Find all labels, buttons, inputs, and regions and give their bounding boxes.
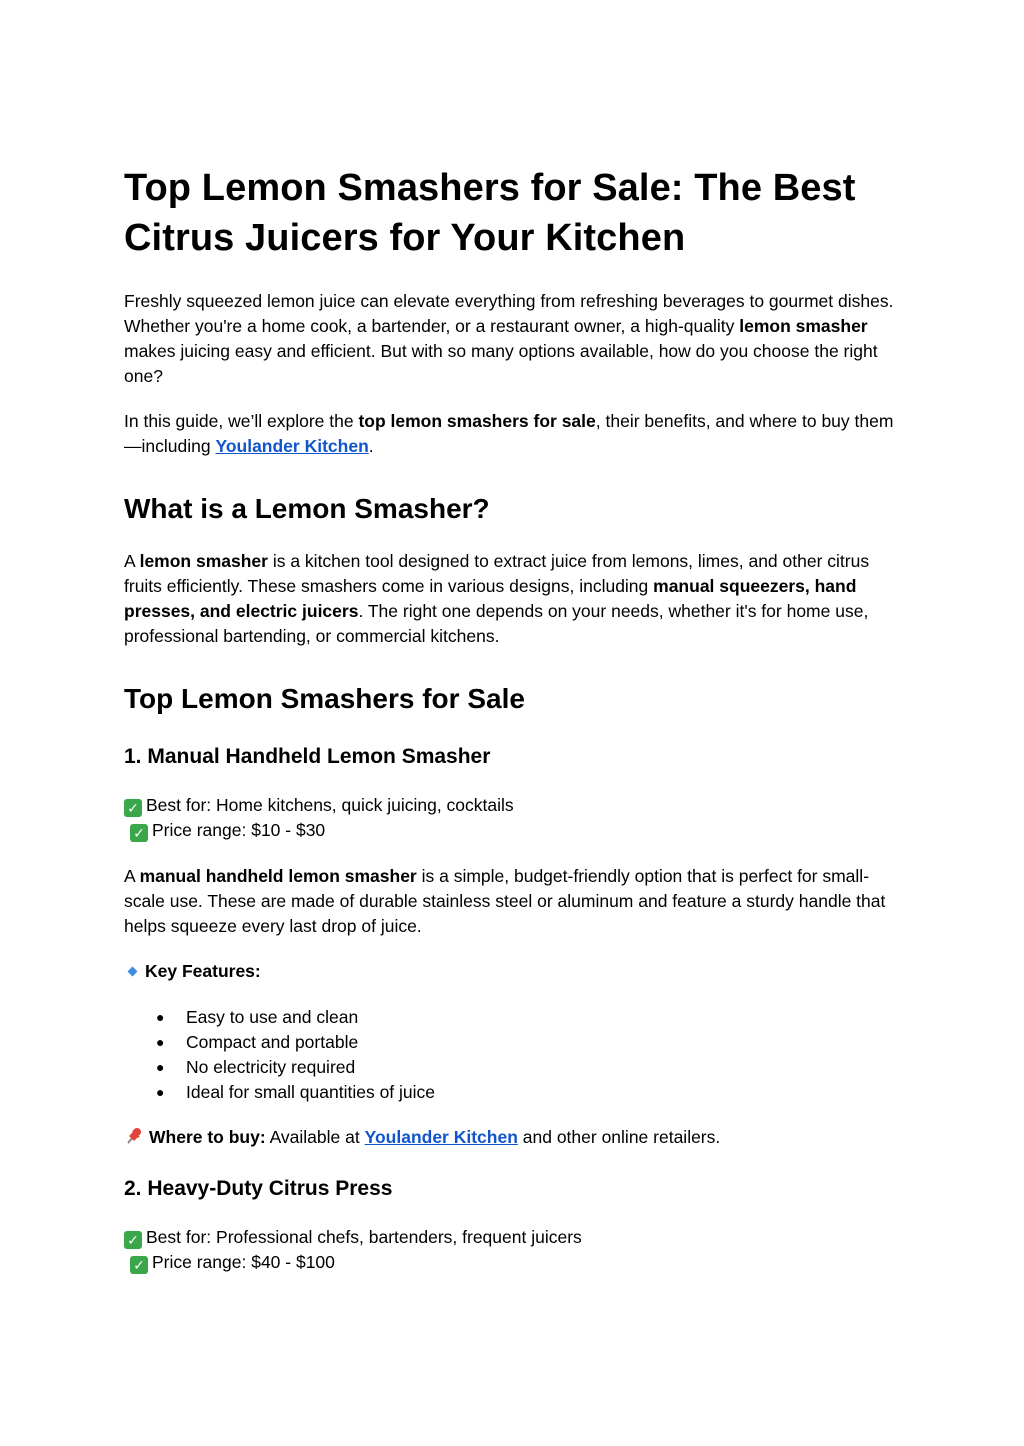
product2-price	[130, 1250, 910, 1275]
check-mark-icon: ✓	[124, 799, 142, 817]
what-is-text-b: is a kitchen tool designed to extract juice from lemons, limes, and other citrus fruits efficiently. These smashers come in various designs, including	[124, 551, 870, 596]
where-to-buy-text: Available at	[265, 1127, 365, 1147]
what-is-text-a: A	[124, 551, 140, 571]
product1-desc-a: A	[124, 866, 140, 886]
list-item: ● Compact and portable	[124, 1030, 435, 1055]
youlander-kitchen-link[interactable]: Youlander Kitchen	[215, 436, 369, 456]
intro-text: Freshly squeezed lemon juice can elevate everything from refreshing beverages to gourmet dishes. Whether you're a home cook, a bartender, or a restaurant owner, a high-quality	[124, 291, 894, 336]
product2-best-for	[124, 1225, 904, 1250]
product1-desc-bold: manual handheld lemon smasher	[139, 866, 417, 886]
features-list	[124, 1005, 435, 1105]
list-item: ● Easy to use and clean	[124, 1005, 435, 1030]
intro-bold-lemon-smasher: lemon smasher	[739, 316, 868, 336]
guide-text: In this guide, we’ll explore the	[124, 411, 359, 431]
product1-heading: 1. Manual Handheld Lemon Smasher	[124, 745, 491, 768]
what-is-heading: What is a Lemon Smasher?	[124, 493, 490, 524]
top-lemon-smashers-heading: Top Lemon Smashers for Sale	[124, 683, 525, 714]
guide-bold: top lemon smashers for sale	[358, 411, 596, 431]
check-mark-icon: ✓	[130, 1256, 148, 1274]
guide-paragraph	[124, 409, 904, 459]
key-features-text: Key Features:	[145, 961, 261, 981]
page-title: Top Lemon Smashers for Sale: The Best Citrus Juicers for Your Kitchen	[124, 167, 856, 259]
intro-paragraph	[124, 289, 904, 389]
product1-price	[130, 818, 910, 843]
where-to-buy	[124, 1125, 904, 1150]
intro-text-end: makes juicing easy and efficient. But with so many options available, how do you choose the right one?	[124, 341, 878, 386]
where-to-buy-label: Where to buy:	[149, 1127, 266, 1147]
product1-price-text: Price range: $10 - $30	[152, 820, 326, 840]
key-features-label	[124, 959, 904, 984]
blue-diamond-icon	[128, 966, 138, 976]
pushpin-icon	[124, 1126, 144, 1146]
product1-best-for	[124, 793, 904, 818]
what-is-text-c: . The right one depends on your needs, whether it's for home use, professional bartending, or commercial kitchens.	[124, 601, 869, 646]
what-is-bold-types: manual squeezers, hand presses, and electric juicers	[124, 576, 857, 621]
product2-best-for-text: Best for: Professional chefs, bartenders, frequent juicers	[146, 1227, 582, 1247]
check-mark-icon: ✓	[130, 824, 148, 842]
list-item: ● Ideal for small quantities of juice	[124, 1080, 435, 1105]
product1-desc-b: is a simple, budget-friendly option that is perfect for small-scale use. These are made of durable stainless steel or aluminum and feature a sturdy handle that helps squeeze every last drop of juice.	[124, 866, 886, 936]
what-is-paragraph	[124, 549, 904, 649]
guide-text-mid: , their benefits, and where to buy them—including	[124, 411, 894, 456]
product2-heading: 2. Heavy-Duty Citrus Press	[124, 1177, 393, 1200]
check-mark-icon: ✓	[124, 1231, 142, 1249]
youlander-kitchen-buy-link[interactable]: Youlander Kitchen	[364, 1127, 518, 1147]
guide-period: .	[368, 436, 374, 456]
product1-best-for-text: Best for: Home kitchens, quick juicing, cocktails	[146, 795, 514, 815]
what-is-bold-lemon-smasher: lemon smasher	[139, 551, 268, 571]
list-item: ● No electricity required	[124, 1055, 435, 1080]
where-to-buy-text-end: and other online retailers.	[517, 1127, 721, 1147]
product2-price-text: Price range: $40 - $100	[152, 1252, 335, 1272]
product1-description	[124, 864, 904, 939]
